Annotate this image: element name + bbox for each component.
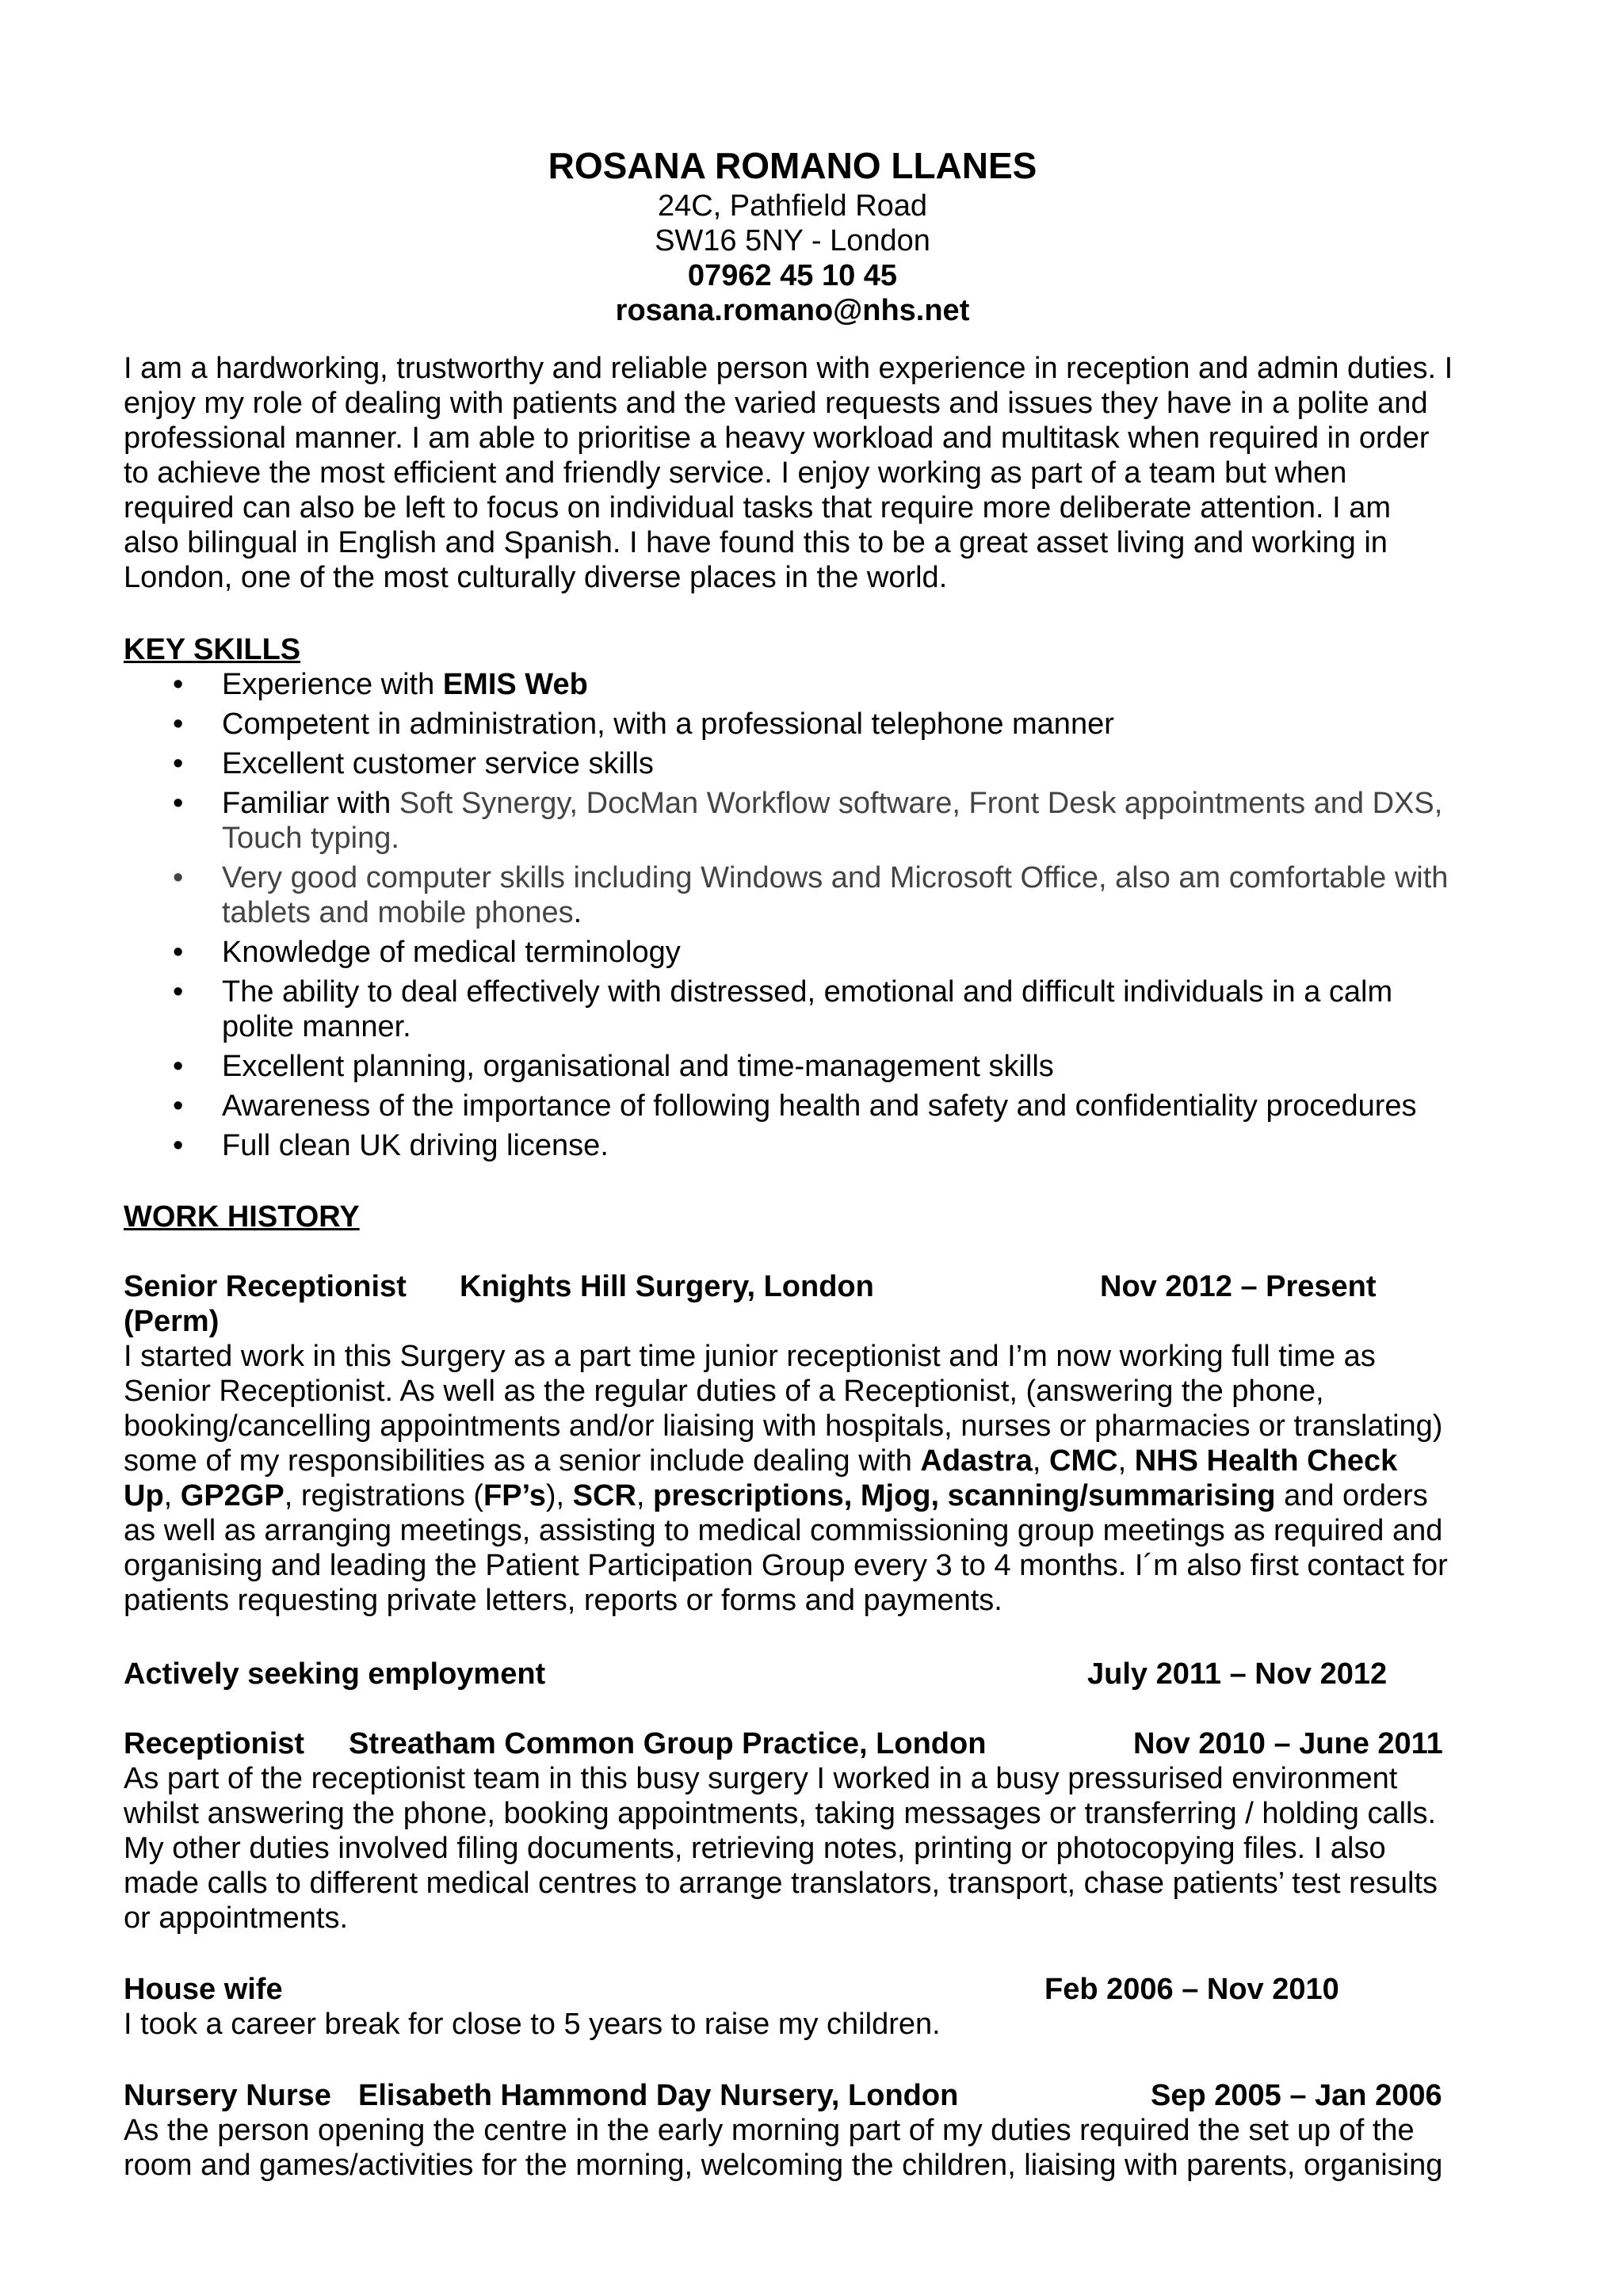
job-description: As part of the receptionist team in this busy surgery I worked in a busy pressurised environment whilst answering the phone, booking appointments, taking messages or transferring / holding calls. My other duties involved filing documents, retrieving notes, printing or photocopying files. I also made calls to different medical centres to arrange translators, transport, chase patients’ test results or appointments. [124,1762,1438,1935]
profile-line: I am a hardworking, trustworthy and reliable person with experience in reception and admin duties. I [124,352,1453,385]
job-header [124,2078,1471,2113]
job-header [124,1657,1471,1691]
email-address: rosana.romano@nhs.net [615,294,970,327]
cv-body [124,351,1471,2183]
bullet-icon: • [173,975,184,1009]
bullet-icon: • [173,1129,184,1162]
bullet-icon: • [173,936,184,969]
profile-line: required can also be left to focus on individual tasks that require more deliberate attention. I am [124,491,1392,524]
address-line-1: 24C, Pathfield Road [657,189,928,223]
job-description: I started work in this Surgery as a part time junior receptionist and I’m now working full time as Senior Receptionist. As well as the regular duties of a Receptionist, (answering the phone, booking/cancelling appointments and/or liaising with hospitals, nurses or pharmacies or translating) some of my responsibilities as a senior include dealing with Adastra, CMC, NHS Health Check Up, GP2GP, registrations (FP’s), SCR, prescriptions, Mjog, scanning/summarising and orders as well as arranging meetings, assisting to medical commissioning group meetings as required and organising and leading the Patient Participation Group every 3 to 4 months. I´m also first contact for patients requesting private letters, reports or forms and payments. [124,1340,1448,1617]
skill-item: • Experience with EMIS Web [173,668,588,701]
skill-item: • The ability to deal effectively with distressed, emotional and difficult individuals in a calm polite manner. [173,975,1393,1043]
job-role: Actively seeking employment [124,1657,546,1691]
job-contract: (Perm) [124,1305,220,1338]
bullet-icon: • [173,1089,184,1123]
candidate-name: ROSANA ROMANO LLANES [548,145,1037,186]
job-dates: Feb 2006 – Nov 2010 [1044,1973,1339,2006]
skill-item: • Very good computer skills including Windows and Microsoft Office, also am comfortable with tablets and mobile phones. [173,861,1449,929]
bullet-icon: • [173,707,184,741]
bullet-icon: • [173,747,184,780]
bullet-icon: • [173,861,184,894]
bullet-icon: • [173,668,184,701]
profile-line: enjoy my role of dealing with patients and the varied requests and issues they have in a polite and [124,387,1428,420]
profile-summary [124,351,1471,595]
job-employer: Streatham Common Group Practice, London [349,1727,987,1760]
job-description: I took a career break for close to 5 years to raise my children. [124,2008,941,2041]
job-header [124,1726,1471,1761]
skill-item: • Competent in administration, with a professional telephone manner [173,707,1114,741]
skill-item: • Familiar with Soft Synergy, DocMan Workflow software, Front Desk appointments and DXS, Touch typing. [173,787,1443,855]
job-header [124,1269,1471,1304]
key-skills-list [124,667,1471,1163]
profile-line: professional manner. I am able to prioritise a heavy workload and multitask when required in order [124,421,1430,455]
work-history-heading: WORK HISTORY [124,1200,360,1234]
profile-line: also bilingual in English and Spanish. I have found this to be a great asset living and working in [124,526,1388,559]
job-dates: Nov 2010 – June 2011 [1133,1727,1443,1760]
bullet-icon: • [173,787,184,820]
job-header [124,1972,1471,2007]
job-description: As the person opening the centre in the early morning part of my duties required the set up of the room and games/activities for the morning, welcoming the children, liaising with parents, organising [124,2114,1443,2182]
job-dates: Sep 2005 – Jan 2006 [1151,2079,1442,2112]
job-role: House wife [124,1973,283,2006]
skill-item: • Excellent planning, organisational and time-management skills [173,1050,1054,1083]
skill-item: • Knowledge of medical terminology [173,936,681,969]
profile-line: to achieve the most efficient and friendly service. I enjoy working as part of a team but when [124,456,1347,490]
job-role: Receptionist [124,1727,305,1760]
cv-header [0,143,1585,328]
profile-line: London, one of the most culturally diverse places in the world. [124,561,948,594]
job-employer: Elisabeth Hammond Day Nursery, London [358,2079,959,2112]
bullet-icon: • [173,1050,184,1083]
skill-item: • Awareness of the importance of following health and safety and confidentiality procedures [173,1089,1417,1123]
job-dates: Nov 2012 – Present [1100,1270,1377,1303]
job-role: Nursery Nurse [124,2079,331,2112]
job-role: Senior Receptionist [124,1270,407,1303]
skill-item: • Excellent customer service skills [173,747,654,780]
address-line-2: SW16 5NY - London [655,224,930,257]
job-dates: July 2011 – Nov 2012 [1087,1657,1388,1691]
key-skills-heading: KEY SKILLS [124,633,301,666]
skill-item: • Full clean UK driving license. [173,1129,609,1162]
phone-number: 07962 45 10 45 [687,259,898,292]
job-employer: Knights Hill Surgery, London [460,1270,874,1303]
